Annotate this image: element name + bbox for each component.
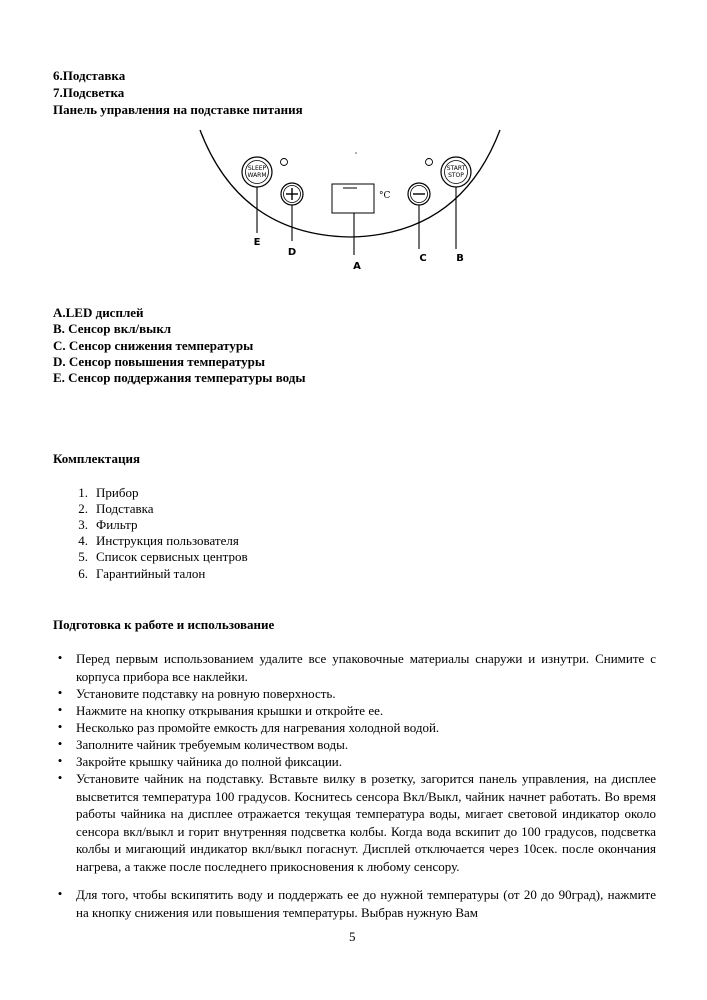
list-item: 3. Фильтр xyxy=(78,517,138,532)
list-item: Установите чайник на подставку. Вставьте вилку в розетку, загорится панель управления, на дисплее высветится температура 100 градусов. Коснитесь сенсора Вкл/Выкл, чайник начнет работать. Во время работы чайника на дисплее отражается текущая температура воды, мигает световой индикатор около сенсора вкл/выкл и горит внутренняя подсветка колбы. Когда вода вскипит до 100 градусов, подсветка колбы и мигающий индикатор вкл/выкл погаснут. Дисплей отключается через 10сек. после окончания нагрева, а также после последнего прикосновения к любому сенсору. xyxy=(76,771,656,874)
callout-e: E xyxy=(253,237,261,248)
list-item: 5. Список сервисных центров xyxy=(78,549,248,564)
legend-d: D. Сенсор повышения температуры xyxy=(53,354,266,369)
indicator-led-right xyxy=(426,159,433,166)
kit-heading: Комплектация xyxy=(53,451,140,466)
legend-c: C. Сенсор снижения температуры xyxy=(53,338,254,353)
list-item: 6. Гарантийный талон xyxy=(78,566,206,581)
degree-unit: °C xyxy=(379,191,391,201)
legend-e: E. Сенсор поддержания температуры воды xyxy=(53,370,306,385)
control-panel-diagram xyxy=(180,125,520,275)
prep-heading: Подготовка к работе и использование xyxy=(53,617,275,632)
callout-a: A xyxy=(353,261,361,272)
list-item: Установите подставку на ровную поверхность. xyxy=(76,686,336,701)
bullet-icon: • xyxy=(57,719,63,734)
list-item: 4. Инструкция пользователя xyxy=(78,533,239,548)
bullet-icon: • xyxy=(57,685,63,700)
label-backlight: 7.Подсветка xyxy=(53,85,125,100)
sleep-warm-button-drawing xyxy=(242,157,272,187)
page-number: 5 xyxy=(349,929,356,944)
bullet-icon: • xyxy=(57,702,63,717)
bullet-icon: • xyxy=(57,770,63,785)
list-item: Несколько раз промойте емкость для нагревания холодной водой. xyxy=(76,720,440,735)
list-item: Заполните чайник требуемым количеством воды. xyxy=(76,737,349,752)
bullet-icon: • xyxy=(57,753,63,768)
start-stop-button-drawing xyxy=(441,157,471,187)
legend-b: B. Сенсор вкл/выкл xyxy=(53,321,172,336)
bullet-icon: • xyxy=(57,886,63,901)
sleep-text: SLEEP xyxy=(247,165,267,172)
list-item: Перед первым использованием удалите все упаковочные материалы снаружи и изнутри. Снимите с корпуса прибора все наклейки. xyxy=(76,651,656,684)
minus-icon xyxy=(408,183,430,205)
legend-a: A.LED дисплей xyxy=(53,305,144,320)
start-text: START xyxy=(446,165,466,172)
list-item: Для того, чтобы вскипятить воду и поддержать ее до нужной температуры (от 20 до 90град), нажмите на кнопку снижения или повышения температуры. Выбрав нужную Вам xyxy=(76,887,656,920)
bullet-icon: • xyxy=(57,736,63,751)
callout-c: C xyxy=(419,253,427,264)
list-item: Нажмите на кнопку открывания крышки и откройте ее. xyxy=(76,703,384,718)
label-stand: 6.Подставка xyxy=(53,68,126,83)
list-item: Закройте крышку чайника до полной фиксации. xyxy=(76,754,343,769)
callout-b: B xyxy=(456,253,464,264)
label-control-panel: Панель управления на подставке питания xyxy=(53,102,303,117)
stop-text: STOP xyxy=(448,172,464,179)
list-item: 1. Прибор xyxy=(78,485,139,500)
warm-text: WARM xyxy=(247,172,267,179)
callout-d: D xyxy=(287,247,297,258)
bullet-icon: • xyxy=(57,650,63,665)
indicator-led-left xyxy=(281,159,288,166)
plus-icon xyxy=(281,183,303,205)
list-item: 2. Подставка xyxy=(78,501,154,516)
